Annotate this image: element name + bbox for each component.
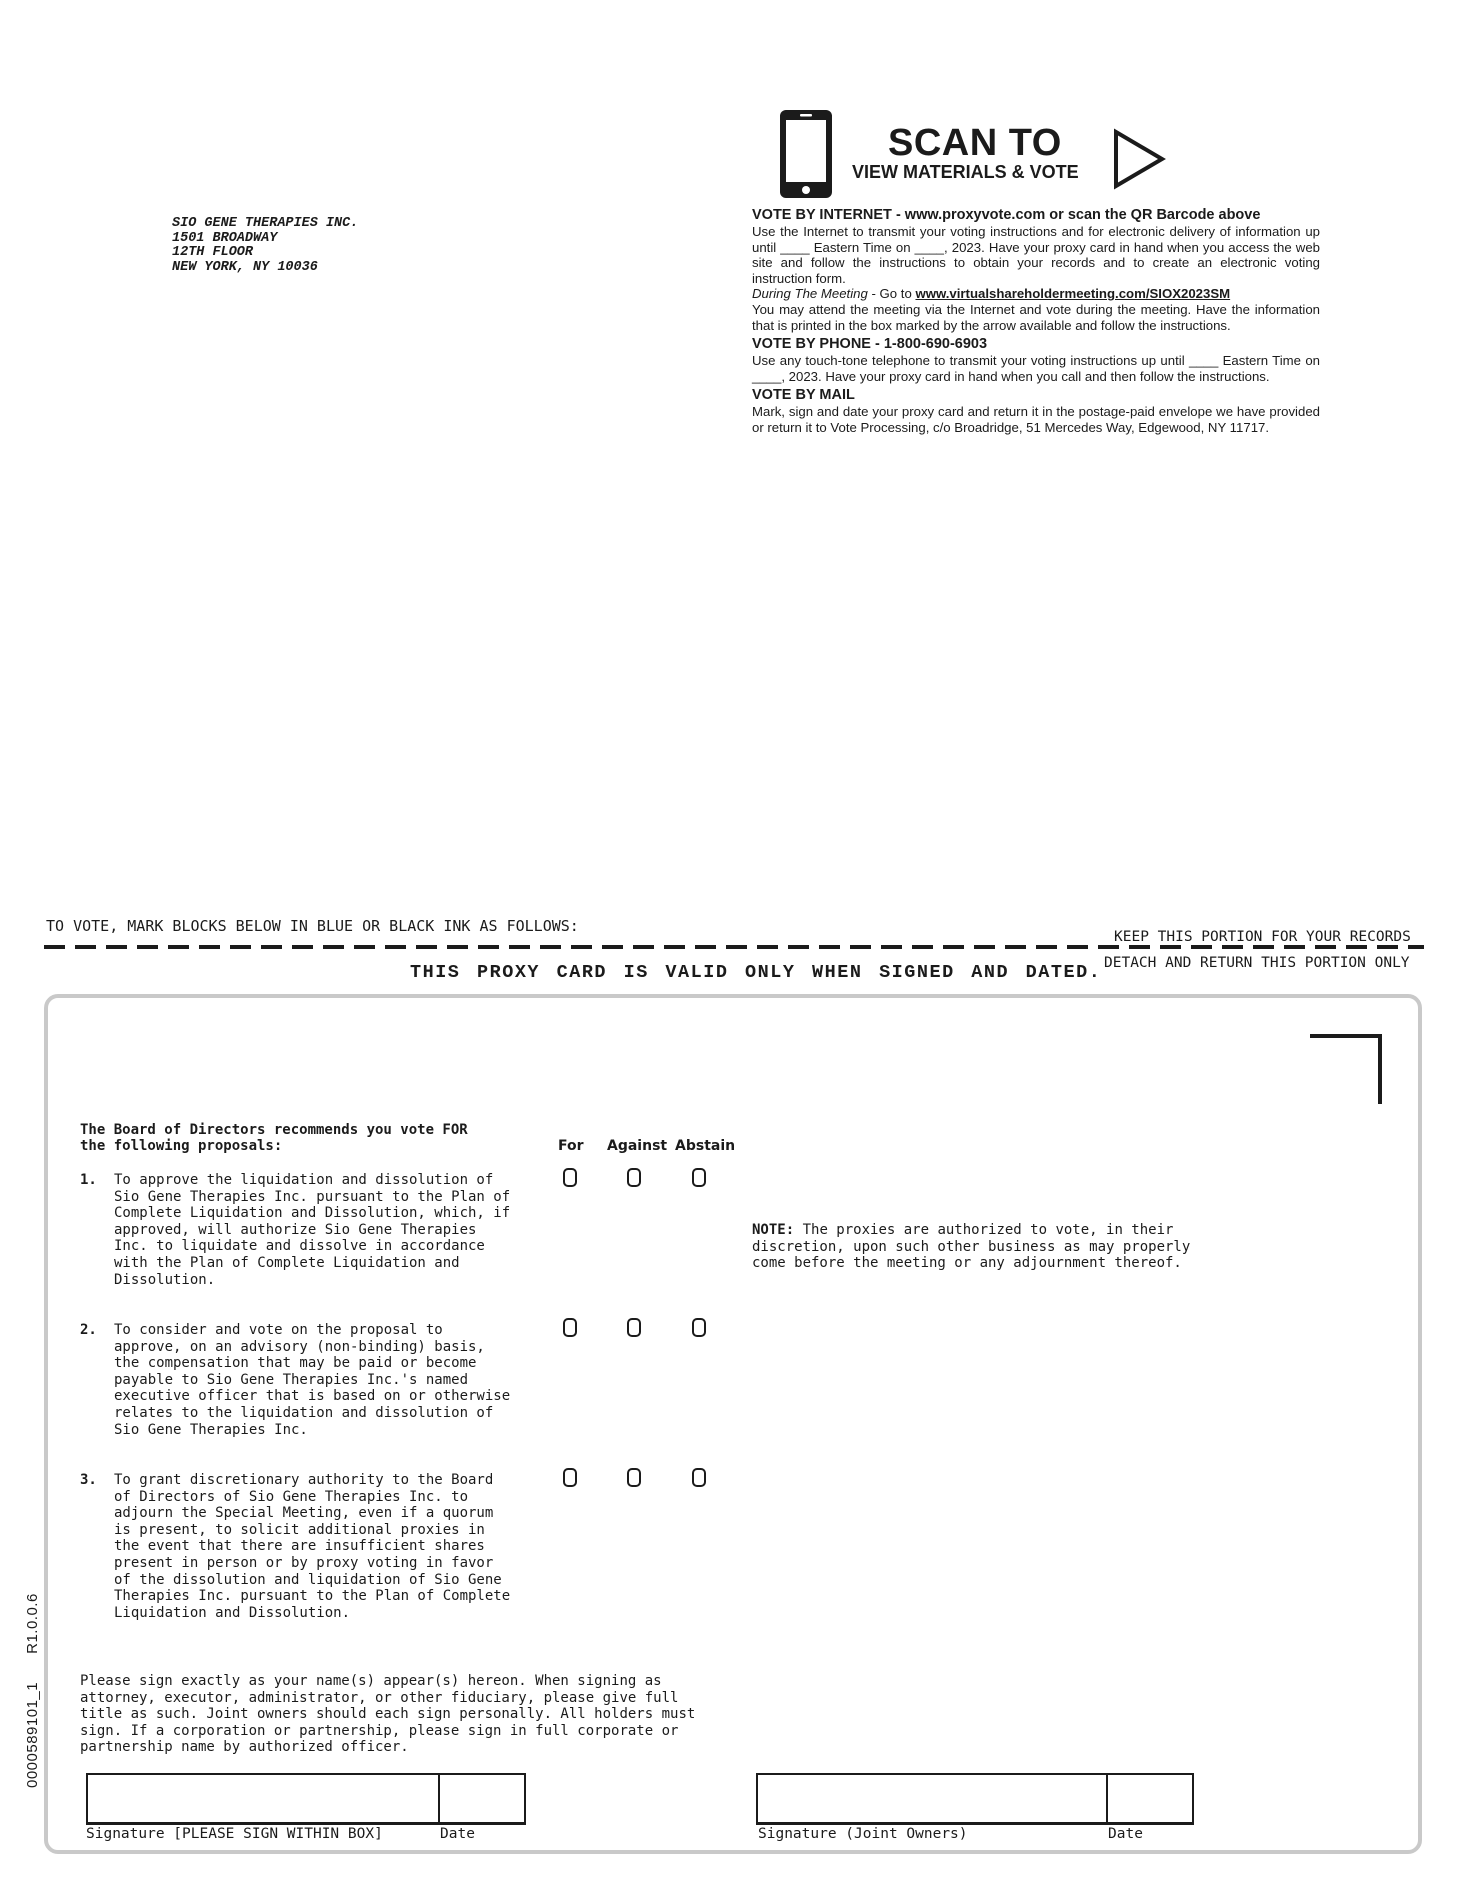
meeting-go: - Go to [867, 286, 916, 302]
vote-checkbox-against[interactable] [627, 1168, 641, 1187]
vote-internet-heading: VOTE BY INTERNET - www.proxyvote.com or scan the QR Barcode above [752, 207, 1261, 223]
vote-mail-body: Mark, sign and date your proxy card and return it in the postage-paid envelope we have provided or return it to Vote Processing, c/o Broadridge, 51 Mercedes Way, Edgewood, NY 11717. [752, 404, 1320, 435]
vote-checkbox-against[interactable] [627, 1318, 641, 1337]
joint-signature-label: Signature (Joint Owners) [758, 1826, 968, 1842]
meeting-label: During The Meeting [752, 286, 868, 302]
note-label: NOTE: [752, 1222, 795, 1238]
vote-phone-heading: VOTE BY PHONE - 1-800-690-6903 [752, 336, 988, 353]
address-city: NEW YORK, NY 10036 [172, 259, 318, 275]
scan-title: SCAN TO [888, 122, 1062, 164]
proposal-text: To approve the liquidation and dissolution of Sio Gene Therapies Inc. pursuant to the Plan of Complete Liquidation and Dissolution, which, if approved, will authorize Sio Gene Therapies Inc. to liquidate and dissolve in accordance with the Plan of Complete Liquidation and Dissolution. [114, 1172, 511, 1288]
column-header-against: Against [607, 1138, 668, 1154]
return-address [172, 217, 358, 275]
vote-checkbox-against[interactable] [627, 1468, 641, 1487]
detach-portion-label: DETACH AND RETURN THIS PORTION ONLY [1104, 955, 1410, 971]
proposal-text: To consider and vote on the proposal to approve, on an advisory (non-binding) basis, the compensation that may be paid or become payable to Sio Gene Therapies Inc.'s named executive officer that is based on or otherwise relates to the liquidation and dissolution of Sio Gene Therapies Inc. [114, 1322, 511, 1438]
meeting-body: You may attend the meeting via the Internet and vote during the meeting. Have the information that is printed in the box marked by the arrow available and follow the instructions. [752, 301, 1320, 333]
meeting-line [752, 286, 1320, 302]
joint-date-label: Date [1108, 1826, 1143, 1842]
joint-signature-box[interactable] [756, 1773, 1108, 1825]
form-code [24, 1593, 41, 1788]
proxy-note [752, 1222, 1222, 1272]
vote-phone-body: Use any touch-tone telephone to transmit your voting instructions up until ____ Eastern Time on ____, 2023. Have your proxy card in hand when you call and then follow the instructions. [752, 353, 1320, 384]
vote-checkbox-abstain[interactable] [692, 1468, 706, 1487]
smartphone-icon [778, 108, 834, 200]
corner-mark [1310, 1034, 1382, 1104]
voting-instructions [752, 206, 1320, 436]
keep-portion-label: KEEP THIS PORTION FOR YOUR RECORDS [1110, 929, 1415, 945]
validity-notice: THIS PROXY CARD IS VALID ONLY WHEN SIGNED AND DATED. [410, 962, 1102, 983]
meeting-url-link[interactable]: www.virtualshareholdermeeting.com/SIOX2023SM [915, 286, 1231, 302]
column-header-for: For [558, 1138, 584, 1154]
play-arrow-icon [1112, 128, 1168, 190]
proposal-number: 2. [80, 1322, 97, 1338]
proposal-number: 3. [80, 1472, 97, 1488]
signature-box[interactable] [86, 1773, 440, 1825]
recommend-line-2: the following proposals: [80, 1138, 283, 1154]
recommend-line-1: The Board of Directors recommends you vote FOR [80, 1122, 468, 1138]
address-floor: 12TH FLOOR [172, 245, 254, 260]
joint-date-box[interactable] [1108, 1773, 1194, 1825]
signing-instructions: Please sign exactly as your name(s) appear(s) hereon. When signing as attorney, executor, administrator, or other fiduciary, please give full title as such. Joint owners should each sign personally. All holders must sign. If a corporation or partnership, please sign in full corporate or partnership name by authorized officer. [80, 1673, 696, 1756]
vote-checkbox-for[interactable] [563, 1318, 577, 1337]
proposal-number: 1. [80, 1172, 97, 1188]
mark-instructions: TO VOTE, MARK BLOCKS BELOW IN BLUE OR BLACK INK AS FOLLOWS: [46, 917, 579, 935]
form-revision: R1.0.0.6 [24, 1593, 41, 1654]
date-label: Date [440, 1826, 475, 1842]
address-company: SIO GENE THERAPIES INC. [172, 216, 359, 231]
form-id: 0000589101_1 [24, 1681, 41, 1788]
vote-checkbox-abstain[interactable] [692, 1168, 706, 1187]
scan-subtitle: VIEW MATERIALS & VOTE [852, 162, 1079, 182]
vote-checkbox-for[interactable] [563, 1168, 577, 1187]
vote-checkbox-for[interactable] [563, 1468, 577, 1487]
address-street: 1501 BROADWAY [172, 230, 278, 246]
date-box[interactable] [440, 1773, 526, 1825]
signature-label: Signature [PLEASE SIGN WITHIN BOX] [86, 1826, 383, 1842]
note-text: The proxies are authorized to vote, in their discretion, upon such other business as may properly come before the meeting or any adjournment thereof. [752, 1222, 1191, 1272]
vote-checkbox-abstain[interactable] [692, 1318, 706, 1337]
board-recommendation [80, 1122, 468, 1154]
vote-internet-body: Use the Internet to transmit your voting instructions and for electronic delivery of information up until ____ Eastern Time on ____, 2023. Have your proxy card in hand when you access the web site and follow the instructions to obtain your records and to create an electronic voting instruction form. [752, 224, 1320, 286]
vote-mail-heading: VOTE BY MAIL [752, 387, 855, 404]
column-header-abstain: Abstain [675, 1138, 736, 1154]
proposal-text: To grant discretionary authority to the Board of Directors of Sio Gene Therapies Inc. to adjourn the Special Meeting, even if a quorum is present, to solicit additional proxies in the event that there are insufficient shares present in person or by proxy voting in favor of the dissolution and liquidation of Sio Gene Therapies Inc. pursuant to the Plan of Complete Liquidation and Dissolution. [114, 1472, 511, 1621]
detach-line [44, 945, 1424, 949]
